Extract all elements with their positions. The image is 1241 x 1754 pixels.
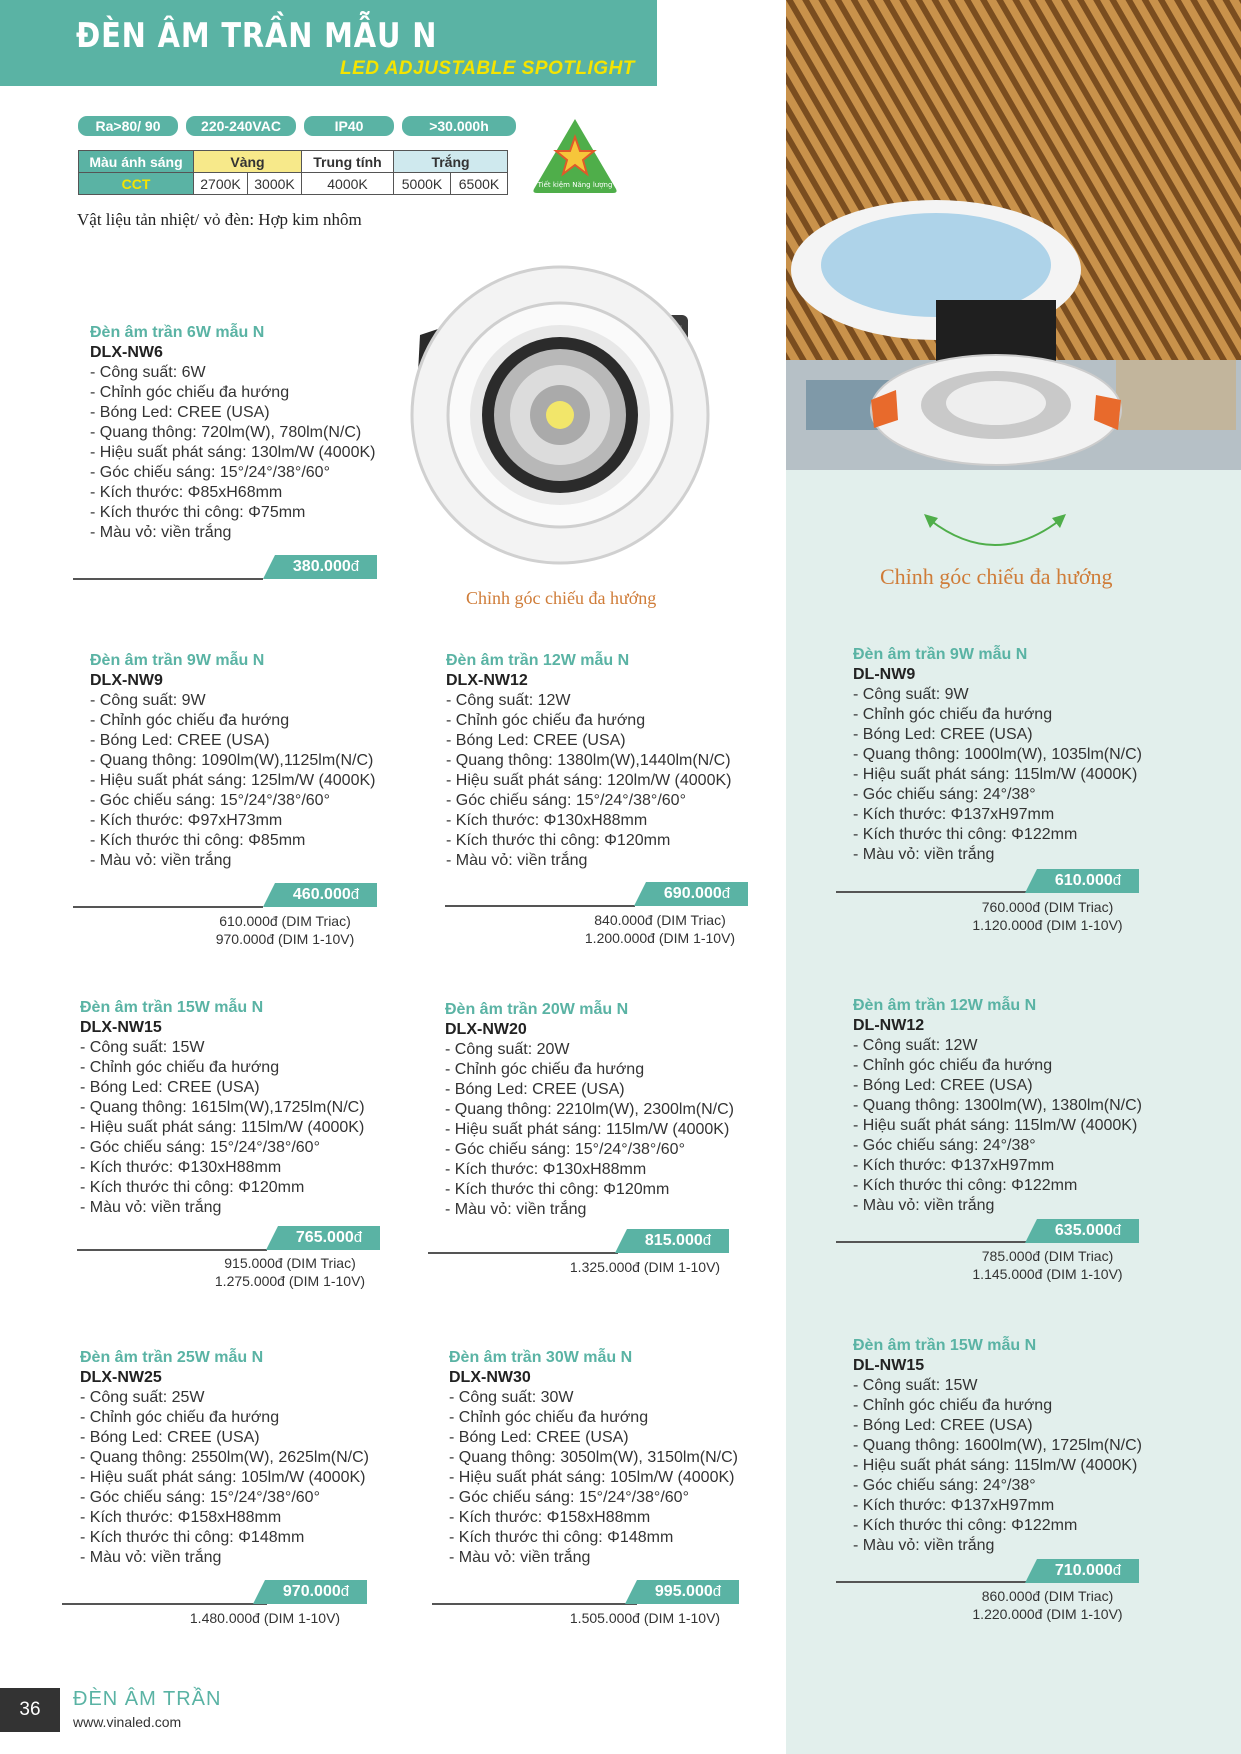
cct-group-yellow: Vàng	[194, 151, 302, 173]
price-badge	[627, 1229, 729, 1253]
spec-line: - Hiệu suất phát sáng: 115lm/W (4000K)	[853, 1457, 1138, 1474]
alt-price: 1.325.000đ (DIM 1-10V)	[569, 1259, 721, 1275]
spec-line: - Hiệu suất phát sáng: 130lm/W (4000K)	[90, 444, 376, 461]
alt-price: 1.120.000đ (DIM 1-10V)	[972, 917, 1123, 933]
spec-line: - Góc chiếu sáng: 24°/38°	[853, 786, 1036, 803]
price-unit: đ	[340, 1583, 350, 1600]
product-title: Đèn âm trần 20W mẫu N	[445, 1001, 629, 1018]
scene-photo-caption: Chỉnh góc chiếu đa hướng	[880, 564, 1113, 589]
price-badge	[275, 883, 377, 907]
spec-line: - Kích thước thi công: Φ148mm	[80, 1529, 305, 1546]
spec-line: - Bóng Led: CREE (USA)	[853, 1417, 1033, 1434]
spec-line: - Công suất: 6W	[90, 364, 206, 381]
price-value: 690.000	[663, 885, 722, 902]
badge-ip: IP40	[304, 116, 394, 136]
price-divider	[836, 891, 1036, 893]
spec-line: - Công suất: 15W	[80, 1039, 205, 1056]
product-title: Đèn âm trần 9W mẫu N	[853, 646, 1028, 663]
price-divider	[77, 1249, 267, 1251]
spec-line: - Hiệu suất phát sáng: 115lm/W (4000K)	[853, 1117, 1138, 1134]
product-dlx-nw20	[445, 1000, 785, 1220]
spec-line: - Quang thông: 1615lm(W),1725lm(N/C)	[80, 1099, 365, 1116]
price-divider	[73, 906, 263, 908]
spec-line: - Quang thông: 1600lm(W), 1725lm(N/C)	[853, 1437, 1142, 1454]
spec-line: - Kích thước thi công: Φ75mm	[90, 504, 306, 521]
spec-line: - Chỉnh góc chiếu đa hướng	[449, 1409, 649, 1426]
cct-group-white: Trắng	[394, 151, 508, 173]
price-value: 460.000	[292, 886, 351, 903]
alt-prices	[935, 898, 1160, 934]
spec-line: - Hiệu suất phát sáng: 115lm/W (4000K)	[853, 766, 1138, 783]
product-code: DLX-NW15	[80, 1019, 162, 1036]
badge-cri: Ra>80/ 90	[78, 116, 178, 136]
spec-line: - Kích thước: Φ137xH97mm	[853, 1157, 1055, 1174]
spec-line: - Kích thước: Φ130xH88mm	[80, 1159, 282, 1176]
price-divider	[73, 578, 263, 580]
product-specs	[80, 1038, 420, 1218]
spec-line: - Góc chiếu sáng: 15°/24°/38°/60°	[445, 1141, 685, 1158]
spec-line: - Góc chiếu sáng: 15°/24°/38°/60°	[446, 792, 686, 809]
spec-line: - Kích thước: Φ137xH97mm	[853, 806, 1055, 823]
spec-line: - Kích thước: Φ130xH88mm	[446, 812, 648, 829]
cct-group-neutral: Trung tính	[302, 151, 394, 173]
spec-line: - Công suất: 12W	[853, 1037, 978, 1054]
product-specs	[90, 363, 430, 543]
product-code: DL-NW9	[853, 666, 916, 683]
page-number: 36	[0, 1688, 60, 1732]
product-dlx-nw25	[80, 1348, 420, 1568]
spec-line: - Bóng Led: CREE (USA)	[80, 1429, 260, 1446]
price-unit: đ	[721, 885, 731, 902]
product-dlx-nw6	[90, 323, 430, 543]
footer-website-link[interactable]: www.vinaled.com	[73, 1714, 182, 1730]
price-unit: đ	[1112, 1562, 1122, 1579]
spec-line: - Kích thước thi công: Φ120mm	[80, 1179, 305, 1196]
price-value: 765.000	[295, 1229, 354, 1246]
alt-price: 860.000đ (DIM Triac)	[981, 1588, 1114, 1604]
price-value: 995.000	[654, 1583, 713, 1600]
price-badge	[646, 882, 748, 906]
alt-price: 1.145.000đ (DIM 1-10V)	[972, 1266, 1123, 1282]
alt-price: 1.480.000đ (DIM 1-10V)	[189, 1610, 341, 1626]
product-specs	[853, 1036, 1193, 1216]
spec-line: - Bóng Led: CREE (USA)	[853, 1077, 1033, 1094]
spec-line: - Màu vỏ: viền trắng	[80, 1199, 222, 1216]
alt-price: 1.505.000đ (DIM 1-10V)	[569, 1610, 721, 1626]
material-note: Vật liệu tản nhiệt/ vỏ đèn: Hợp kim nhôm	[77, 210, 362, 229]
cct-value: 5000K	[394, 173, 451, 195]
price-badge	[265, 1580, 367, 1604]
spec-line: - Kích thước: Φ85xH68mm	[90, 484, 283, 501]
product-dlx-nw15	[80, 998, 420, 1218]
product-dl-nw12	[853, 996, 1193, 1216]
alt-price: 1.220.000đ (DIM 1-10V)	[972, 1606, 1123, 1622]
page-subtitle: LED ADJUSTABLE SPOTLIGHT	[340, 58, 635, 79]
spec-line: - Màu vỏ: viền trắng	[80, 1549, 222, 1566]
cct-value: 6500K	[451, 173, 508, 195]
spec-line: - Chỉnh góc chiếu đa hướng	[853, 1057, 1053, 1074]
spec-line: - Chỉnh góc chiếu đa hướng	[446, 712, 646, 729]
title-banner	[0, 0, 657, 86]
product-code: DLX-NW30	[449, 1369, 531, 1386]
product-dlx-nw12	[446, 651, 786, 871]
price-value: 635.000	[1054, 1222, 1113, 1239]
spec-line: - Quang thông: 1090lm(W),1125lm(N/C)	[90, 752, 374, 769]
cct-row-label: CCT	[79, 173, 194, 195]
spec-line: - Chỉnh góc chiếu đa hướng	[80, 1409, 280, 1426]
price-unit: đ	[712, 1583, 722, 1600]
spec-line: - Chỉnh góc chiếu đa hướng	[80, 1059, 280, 1076]
product-photo-caption: Chỉnh góc chiếu đa hướng	[466, 588, 657, 608]
product-title: Đèn âm trần 12W mẫu N	[446, 652, 630, 669]
alt-price: 970.000đ (DIM 1-10V)	[215, 931, 355, 947]
alt-prices	[180, 1254, 400, 1290]
spec-line: - Công suất: 12W	[446, 692, 571, 709]
cct-value: 4000K	[302, 173, 394, 195]
product-dlx-nw9	[90, 651, 430, 871]
cct-value: 2700K	[194, 173, 248, 195]
product-title: Đèn âm trần 30W mẫu N	[449, 1349, 633, 1366]
product-specs	[445, 1040, 785, 1220]
spec-line: - Góc chiếu sáng: 15°/24°/38°/60°	[90, 792, 330, 809]
alt-prices	[935, 1247, 1160, 1283]
product-specs	[449, 1388, 789, 1568]
spec-line: - Chỉnh góc chiếu đa hướng	[853, 706, 1053, 723]
product-title: Đèn âm trần 25W mẫu N	[80, 1349, 264, 1366]
spec-line: - Bóng Led: CREE (USA)	[445, 1081, 625, 1098]
mall-scene-image	[786, 0, 1241, 470]
spec-line: - Kích thước: Φ97xH73mm	[90, 812, 283, 829]
product-specs	[90, 691, 430, 871]
price-value: 815.000	[644, 1232, 703, 1249]
spec-line: - Màu vỏ: viền trắng	[445, 1201, 587, 1218]
spec-line: - Hiệu suất phát sáng: 115lm/W (4000K)	[80, 1119, 365, 1136]
product-title: Đèn âm trần 6W mẫu N	[90, 324, 265, 341]
spec-line: - Công suất: 15W	[853, 1377, 978, 1394]
spec-line: - Công suất: 9W	[90, 692, 206, 709]
cct-table	[78, 150, 508, 195]
spec-line: - Hiệu suất phát sáng: 125lm/W (4000K)	[90, 772, 376, 789]
price-badge	[1037, 1559, 1139, 1583]
product-specs	[446, 691, 786, 871]
spec-line: - Kích thước thi công: Φ120mm	[446, 832, 671, 849]
spec-line: - Bóng Led: CREE (USA)	[449, 1429, 629, 1446]
alt-price: 760.000đ (DIM Triac)	[981, 899, 1114, 915]
price-divider	[62, 1603, 267, 1605]
spec-line: - Quang thông: 720lm(W), 780lm(N/C)	[90, 424, 362, 441]
price-divider	[836, 1241, 1036, 1243]
alt-prices	[935, 1587, 1160, 1623]
product-dlx-nw30	[449, 1348, 789, 1568]
product-dl-nw9	[853, 645, 1193, 865]
spec-line: - Màu vỏ: viền trắng	[853, 846, 995, 863]
product-code: DL-NW12	[853, 1017, 925, 1034]
spec-line: - Kích thước: Φ137xH97mm	[853, 1497, 1055, 1514]
price-divider	[432, 1603, 637, 1605]
spec-line: - Bóng Led: CREE (USA)	[853, 726, 1033, 743]
product-code: DLX-NW25	[80, 1369, 162, 1386]
spec-line: - Quang thông: 1300lm(W), 1380lm(N/C)	[853, 1097, 1142, 1114]
product-title: Đèn âm trần 15W mẫu N	[853, 1337, 1037, 1354]
spec-line: - Quang thông: 1000lm(W), 1035lm(N/C)	[853, 746, 1142, 763]
spec-line: - Quang thông: 3050lm(W), 3150lm(N/C)	[449, 1449, 738, 1466]
spec-line: - Công suất: 9W	[853, 686, 969, 703]
spec-line: - Hiệu suất phát sáng: 120lm/W (4000K)	[446, 772, 732, 789]
price-unit: đ	[350, 558, 360, 575]
spec-line: - Quang thông: 1380lm(W),1440lm(N/C)	[446, 752, 731, 769]
spec-line: - Màu vỏ: viền trắng	[853, 1537, 995, 1554]
alt-price: 1.200.000đ (DIM 1-10V)	[584, 930, 736, 946]
price-badge	[278, 1226, 380, 1250]
spec-line: - Kích thước thi công: Φ122mm	[853, 826, 1078, 843]
alt-price: 1.275.000đ (DIM 1-10V)	[214, 1273, 366, 1289]
spec-line: - Màu vỏ: viền trắng	[90, 524, 232, 541]
alt-prices	[160, 1609, 370, 1627]
price-badge	[1037, 1219, 1139, 1243]
spec-line: - Góc chiếu sáng: 24°/38°	[853, 1137, 1036, 1154]
spec-line: - Chỉnh góc chiếu đa hướng	[90, 712, 290, 729]
spec-line: - Chỉnh góc chiếu đa hướng	[90, 384, 290, 401]
alt-price: 915.000đ (DIM Triac)	[224, 1255, 356, 1271]
price-divider	[428, 1252, 618, 1254]
spec-line: - Bóng Led: CREE (USA)	[90, 732, 270, 749]
spec-line: - Kích thước thi công: Φ120mm	[445, 1181, 670, 1198]
alt-prices	[540, 1258, 750, 1276]
spec-line: - Màu vỏ: viền trắng	[90, 852, 232, 869]
spec-line: - Hiệu suất phát sáng: 105lm/W (4000K)	[80, 1469, 366, 1486]
spec-line: - Kích thước: Φ158xH88mm	[449, 1509, 651, 1526]
price-badge	[637, 1580, 739, 1604]
alt-prices	[540, 1609, 750, 1627]
price-value: 610.000	[1054, 872, 1113, 889]
spec-line: - Công suất: 20W	[445, 1041, 570, 1058]
spec-line: - Công suất: 30W	[449, 1389, 574, 1406]
spec-line: - Góc chiếu sáng: 24°/38°	[853, 1477, 1036, 1494]
alt-prices	[550, 911, 770, 947]
spec-line: - Màu vỏ: viền trắng	[449, 1549, 591, 1566]
price-unit: đ	[1112, 872, 1122, 889]
price-divider	[445, 905, 635, 907]
product-title: Đèn âm trần 9W mẫu N	[90, 652, 265, 669]
alt-price: 840.000đ (DIM Triac)	[594, 912, 726, 928]
spec-line: - Góc chiếu sáng: 15°/24°/38°/60°	[80, 1139, 320, 1156]
product-code: DLX-NW9	[90, 672, 163, 689]
product-title: Đèn âm trần 15W mẫu N	[80, 999, 264, 1016]
spec-line: - Bóng Led: CREE (USA)	[446, 732, 626, 749]
spec-line: - Bóng Led: CREE (USA)	[80, 1079, 260, 1096]
price-value: 380.000	[292, 558, 351, 575]
spec-line: - Hiệu suất phát sáng: 105lm/W (4000K)	[449, 1469, 735, 1486]
price-unit: đ	[1112, 1222, 1122, 1239]
price-divider	[836, 1581, 1036, 1583]
spec-line: - Công suất: 25W	[80, 1389, 205, 1406]
page-title: ĐÈN ÂM TRẦN MẪU N	[76, 16, 438, 56]
price-badge	[1037, 869, 1139, 893]
spec-line: - Kích thước thi công: Φ122mm	[853, 1517, 1078, 1534]
product-specs	[80, 1388, 420, 1568]
alt-prices	[180, 912, 390, 948]
spotlight-product-image	[410, 255, 740, 575]
cct-header-label: Màu ánh sáng	[79, 151, 194, 173]
spec-line: - Kích thước: Φ158xH88mm	[80, 1509, 282, 1526]
product-title: Đèn âm trần 12W mẫu N	[853, 997, 1037, 1014]
spec-line: - Quang thông: 2550lm(W), 2625lm(N/C)	[80, 1449, 369, 1466]
spec-line: - Màu vỏ: viền trắng	[446, 852, 588, 869]
footer-section-title: ĐÈN ÂM TRẦN	[73, 1688, 222, 1710]
spec-line: - Góc chiếu sáng: 15°/24°/38°/60°	[90, 464, 330, 481]
product-code: DLX-NW6	[90, 344, 163, 361]
spec-line: - Chỉnh góc chiếu đa hướng	[853, 1397, 1053, 1414]
spec-line: - Kích thước thi công: Φ85mm	[90, 832, 306, 849]
product-dl-nw15	[853, 1336, 1193, 1556]
alt-price: 610.000đ (DIM Triac)	[219, 913, 351, 929]
price-badge	[275, 555, 377, 579]
spec-line: - Màu vỏ: viền trắng	[853, 1197, 995, 1214]
spec-line: - Kích thước thi công: Φ122mm	[853, 1177, 1078, 1194]
spec-line: - Chỉnh góc chiếu đa hướng	[445, 1061, 645, 1078]
price-unit: đ	[353, 1229, 363, 1246]
spec-line: - Bóng Led: CREE (USA)	[90, 404, 270, 421]
energy-star-triangle-icon	[530, 115, 620, 195]
spec-line: - Góc chiếu sáng: 15°/24°/38°/60°	[80, 1489, 320, 1506]
spec-line: - Kích thước thi công: Φ148mm	[449, 1529, 674, 1546]
spec-line: - Hiệu suất phát sáng: 115lm/W (4000K)	[445, 1121, 730, 1138]
badge-lifetime: >30.000h	[402, 116, 516, 136]
price-unit: đ	[350, 886, 360, 903]
rotate-arrow-icon	[920, 510, 1070, 560]
spec-line: - Kích thước: Φ130xH88mm	[445, 1161, 647, 1178]
certification-logo-text: Tiết kiệm Năng lượng	[537, 181, 613, 189]
cct-value: 3000K	[248, 173, 302, 195]
product-specs	[853, 1376, 1193, 1556]
product-code: DLX-NW12	[446, 672, 528, 689]
alt-price: 785.000đ (DIM Triac)	[981, 1248, 1114, 1264]
product-code: DLX-NW20	[445, 1021, 527, 1038]
spec-line: - Quang thông: 2210lm(W), 2300lm(N/C)	[445, 1101, 734, 1118]
price-unit: đ	[702, 1232, 712, 1249]
product-specs	[853, 685, 1193, 865]
badge-voltage: 220-240VAC	[186, 116, 296, 136]
price-value: 710.000	[1054, 1562, 1113, 1579]
product-code: DL-NW15	[853, 1357, 925, 1374]
spec-line: - Góc chiếu sáng: 15°/24°/38°/60°	[449, 1489, 689, 1506]
price-value: 970.000	[282, 1583, 341, 1600]
